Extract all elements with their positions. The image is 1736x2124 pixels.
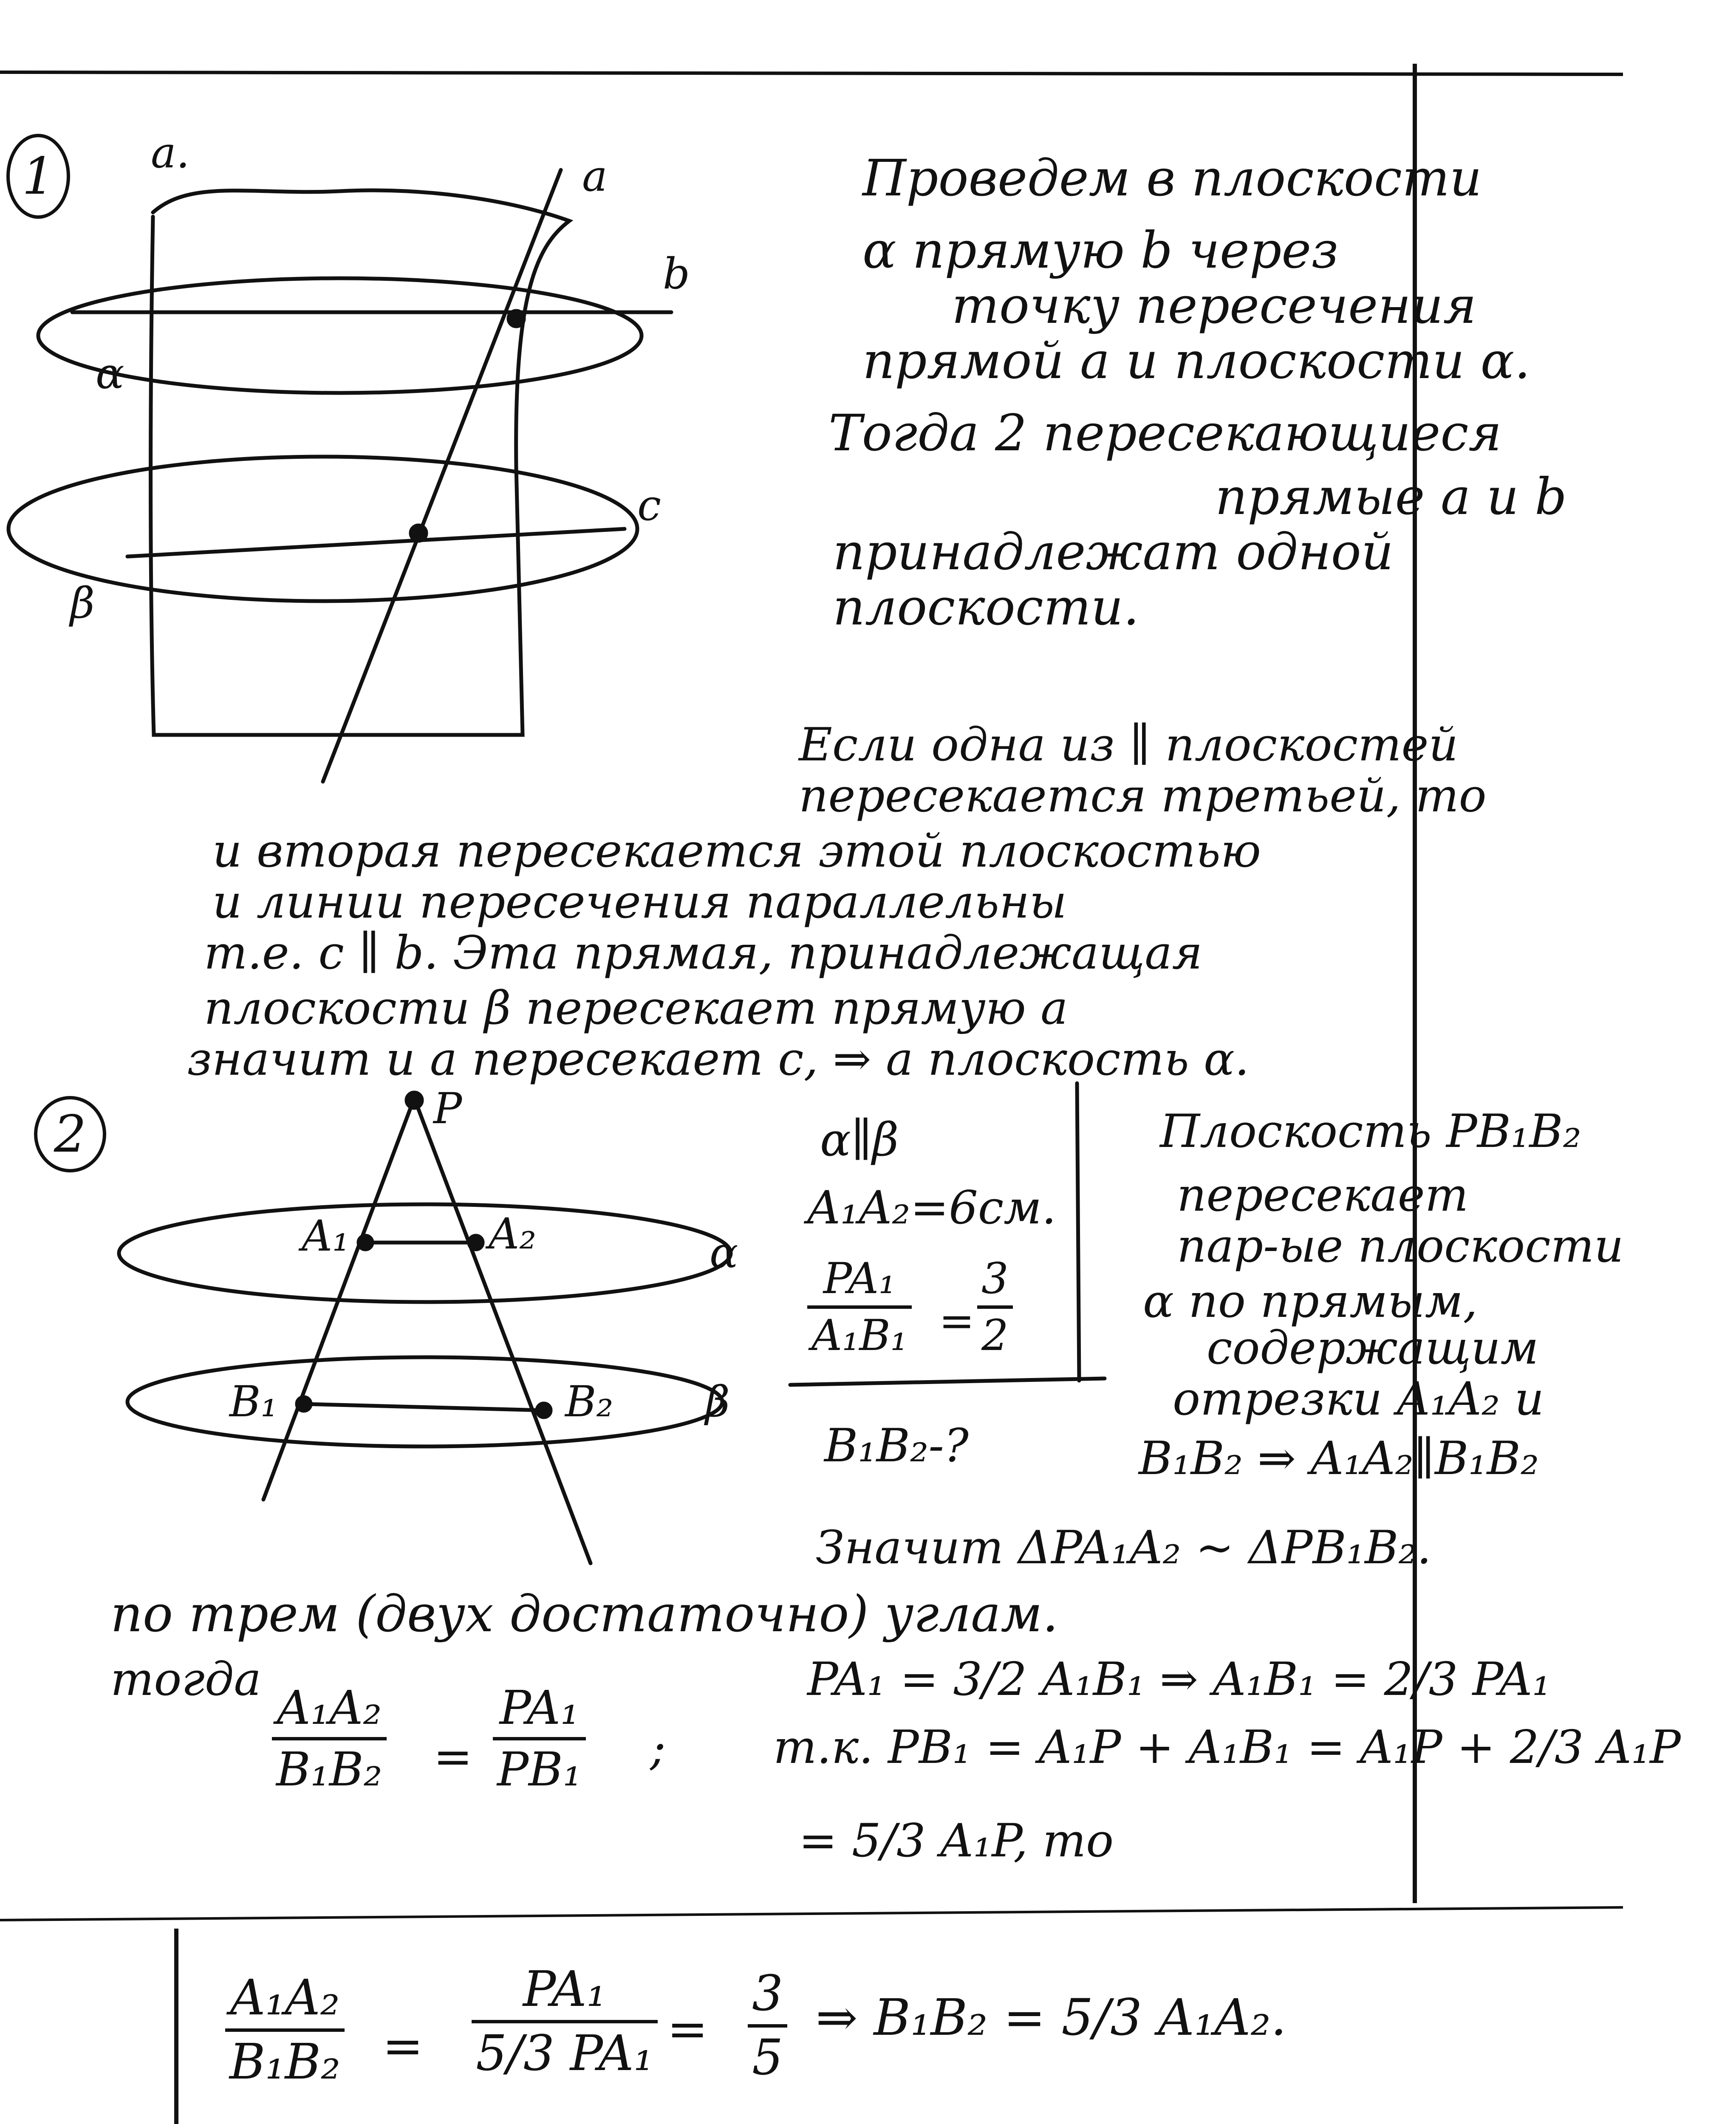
p2-expl-line-1: Плоскость PB₁B₂ bbox=[1160, 1105, 1581, 1158]
p2-final-middle-den: 5/3 PA₁ bbox=[476, 2025, 653, 2082]
fig2-b1-label: B₁ bbox=[229, 1377, 278, 1426]
fig1-line-a-label: a bbox=[582, 151, 608, 201]
p2-prop-sep: ; bbox=[650, 1721, 666, 1775]
line-a bbox=[323, 170, 561, 782]
p2-calc-line-2: т.к. PB₁ = A₁P + A₁B₁ = A₁P + 2/3 A₁P bbox=[773, 1721, 1681, 1774]
plane-alpha-ellipse bbox=[119, 1204, 731, 1302]
point-a1 bbox=[359, 1236, 372, 1249]
p2-final-eq2: = bbox=[667, 2001, 708, 2058]
p2-similarity: Значит ΔPA₁A₂ ~ ΔPB₁B₂. bbox=[816, 1521, 1432, 1574]
p2-final-left-num: A₁A₂ bbox=[230, 1969, 340, 2026]
point-b2 bbox=[537, 1404, 551, 1417]
p2-prop-right-bar bbox=[493, 1737, 586, 1740]
p2-calc-line-3: = 5/3 A₁P, то bbox=[799, 1814, 1114, 1867]
ray-pb2 bbox=[414, 1098, 591, 1563]
p2-prop-right-den: PB₁ bbox=[497, 1742, 582, 1796]
fig1-line-c-label: c bbox=[637, 480, 662, 530]
p2-final-middle-num: PA₁ bbox=[523, 1961, 606, 2018]
line-c bbox=[127, 529, 625, 556]
fig2-alpha-label: α bbox=[710, 1228, 738, 1278]
p2-prop-left-num: A₁A₂ bbox=[277, 1681, 382, 1735]
cut-line bbox=[0, 1907, 1623, 1920]
problem2-number bbox=[34, 1096, 106, 1172]
given-ratio bbox=[807, 1255, 912, 1359]
p1-line-5: Тогда 2 пересекающиеся bbox=[828, 404, 1502, 462]
p1-line-2: α прямую b через bbox=[862, 221, 1339, 280]
point-a-alpha bbox=[509, 311, 524, 326]
p1-cont-line-6: плоскости β пересекает прямую a bbox=[204, 982, 1068, 1035]
p2-then-word: тогда bbox=[110, 1653, 261, 1706]
given-a1a2: A₁A₂=6см. bbox=[807, 1181, 1057, 1234]
given-parallel: α∥β bbox=[820, 1113, 899, 1167]
p2-final-value-den: 5 bbox=[752, 2029, 783, 2086]
plane-beta-ellipse bbox=[127, 1357, 722, 1446]
p2-expl-line-4: α по прямым, bbox=[1143, 1275, 1478, 1328]
p2-final-eq1: = bbox=[382, 2018, 424, 2075]
given-ratio-value bbox=[977, 1255, 1013, 1359]
fig2-a2-label: A₂ bbox=[489, 1209, 537, 1259]
p1-line-1: Проведем в плоскости bbox=[862, 149, 1482, 207]
p1-line-6: прямые a и b bbox=[1215, 467, 1567, 526]
p2-prop-left-den: B₁B₂ bbox=[276, 1742, 382, 1796]
problem1-number bbox=[6, 134, 70, 219]
p2-prop-left bbox=[272, 1682, 387, 1795]
p2-final-value-bar bbox=[748, 2024, 787, 2028]
given-divider-vertical bbox=[1077, 1083, 1079, 1381]
given-ratio-den: A₁B₁ bbox=[811, 1311, 908, 1360]
p1-line-4: прямой a и плоскости α. bbox=[862, 331, 1530, 390]
problem1-diagram bbox=[8, 170, 671, 782]
plane-alpha-ellipse bbox=[38, 278, 642, 398]
given-ratio-value-num: 3 bbox=[981, 1254, 1009, 1303]
p2-final-middle-bar bbox=[472, 2020, 658, 2023]
p2-expl-line-2: пересекает bbox=[1177, 1169, 1469, 1222]
p2-expl-line-5: содержащим bbox=[1207, 1322, 1539, 1375]
p1-cont-line-5: т.е. c ∥ b. Эта прямая, принадлежащая bbox=[204, 926, 1203, 980]
p2-by-angles: по трем (двух достаточно) углам. bbox=[110, 1585, 1058, 1643]
segment-b1b2 bbox=[304, 1404, 544, 1410]
p2-prop-eq: = bbox=[433, 1729, 473, 1784]
point-a-beta bbox=[411, 525, 426, 541]
p2-final-middle bbox=[472, 1963, 658, 2080]
point-a2 bbox=[469, 1236, 483, 1249]
given-ratio-eq: = bbox=[939, 1296, 975, 1346]
p1-line-3: точку пересечения bbox=[952, 276, 1476, 335]
fig1-alpha-label: α bbox=[96, 349, 124, 398]
fig2-b2-label: B₂ bbox=[565, 1377, 614, 1426]
point-b1 bbox=[297, 1397, 311, 1411]
p1-cont-line-1: Если одна из ∥ плоскостей bbox=[799, 718, 1459, 771]
fig2-beta-label: β bbox=[705, 1377, 730, 1426]
p1-cont-line-4: и линии пересечения параллельны bbox=[212, 876, 1067, 929]
p1-line-7: принадлежат одной bbox=[833, 523, 1394, 581]
p1-cont-line-7: значит и a пересекает c, ⇒ a плоскость α. bbox=[187, 1033, 1250, 1086]
p2-expl-line-3: пар-ые плоскости bbox=[1177, 1220, 1624, 1273]
p1-cont-line-3: и вторая пересекается этой плоскостью bbox=[212, 825, 1261, 878]
problem2-number-text: 2 bbox=[54, 1104, 87, 1164]
p1-cont-line-2: пересекается третьей, то bbox=[799, 769, 1487, 822]
point-p bbox=[407, 1093, 422, 1108]
fig1-corner-label: a. bbox=[151, 128, 190, 178]
p2-final-left bbox=[225, 1971, 345, 2089]
given-divider-horizontal bbox=[790, 1378, 1105, 1385]
fig1-beta-label: β bbox=[70, 578, 95, 628]
p2-prop-left-bar bbox=[272, 1737, 387, 1740]
problem1-number-text: 1 bbox=[22, 147, 55, 206]
p2-expl-line-6: отрезки A₁A₂ и bbox=[1173, 1373, 1544, 1426]
p2-final-implies: ⇒ B₁B₂ = 5/3 A₁A₂. bbox=[816, 1988, 1287, 2047]
given-find: B₁B₂-? bbox=[824, 1419, 969, 1472]
p2-final-value-num: 3 bbox=[752, 1965, 783, 2022]
p2-expl-line-7: B₁B₂ ⇒ A₁A₂∥B₁B₂ bbox=[1139, 1432, 1539, 1485]
given-ratio-value-den: 2 bbox=[981, 1311, 1009, 1360]
plane-beta-ellipse bbox=[8, 457, 637, 601]
p2-prop-right-num: PA₁ bbox=[499, 1681, 580, 1735]
p2-prop-right bbox=[493, 1682, 586, 1795]
p1-line-8: плоскости. bbox=[833, 578, 1139, 636]
top-edge-line bbox=[0, 72, 1623, 74]
given-ratio-value-bar bbox=[977, 1305, 1013, 1309]
fig2-a1-label: A₁ bbox=[302, 1211, 350, 1261]
p2-final-left-bar bbox=[225, 2028, 345, 2032]
p2-final-left-den: B₁B₂ bbox=[229, 2033, 341, 2090]
given-ratio-bar bbox=[807, 1305, 912, 1309]
fig2-p-label: P bbox=[433, 1084, 462, 1133]
fig1-line-b-label: b bbox=[663, 249, 690, 299]
p2-final-value bbox=[748, 1967, 787, 2084]
p2-calc-line-1: PA₁ = 3/2 A₁B₁ ⇒ A₁B₁ = 2/3 PA₁ bbox=[807, 1653, 1551, 1706]
given-ratio-num: PA₁ bbox=[823, 1254, 896, 1303]
